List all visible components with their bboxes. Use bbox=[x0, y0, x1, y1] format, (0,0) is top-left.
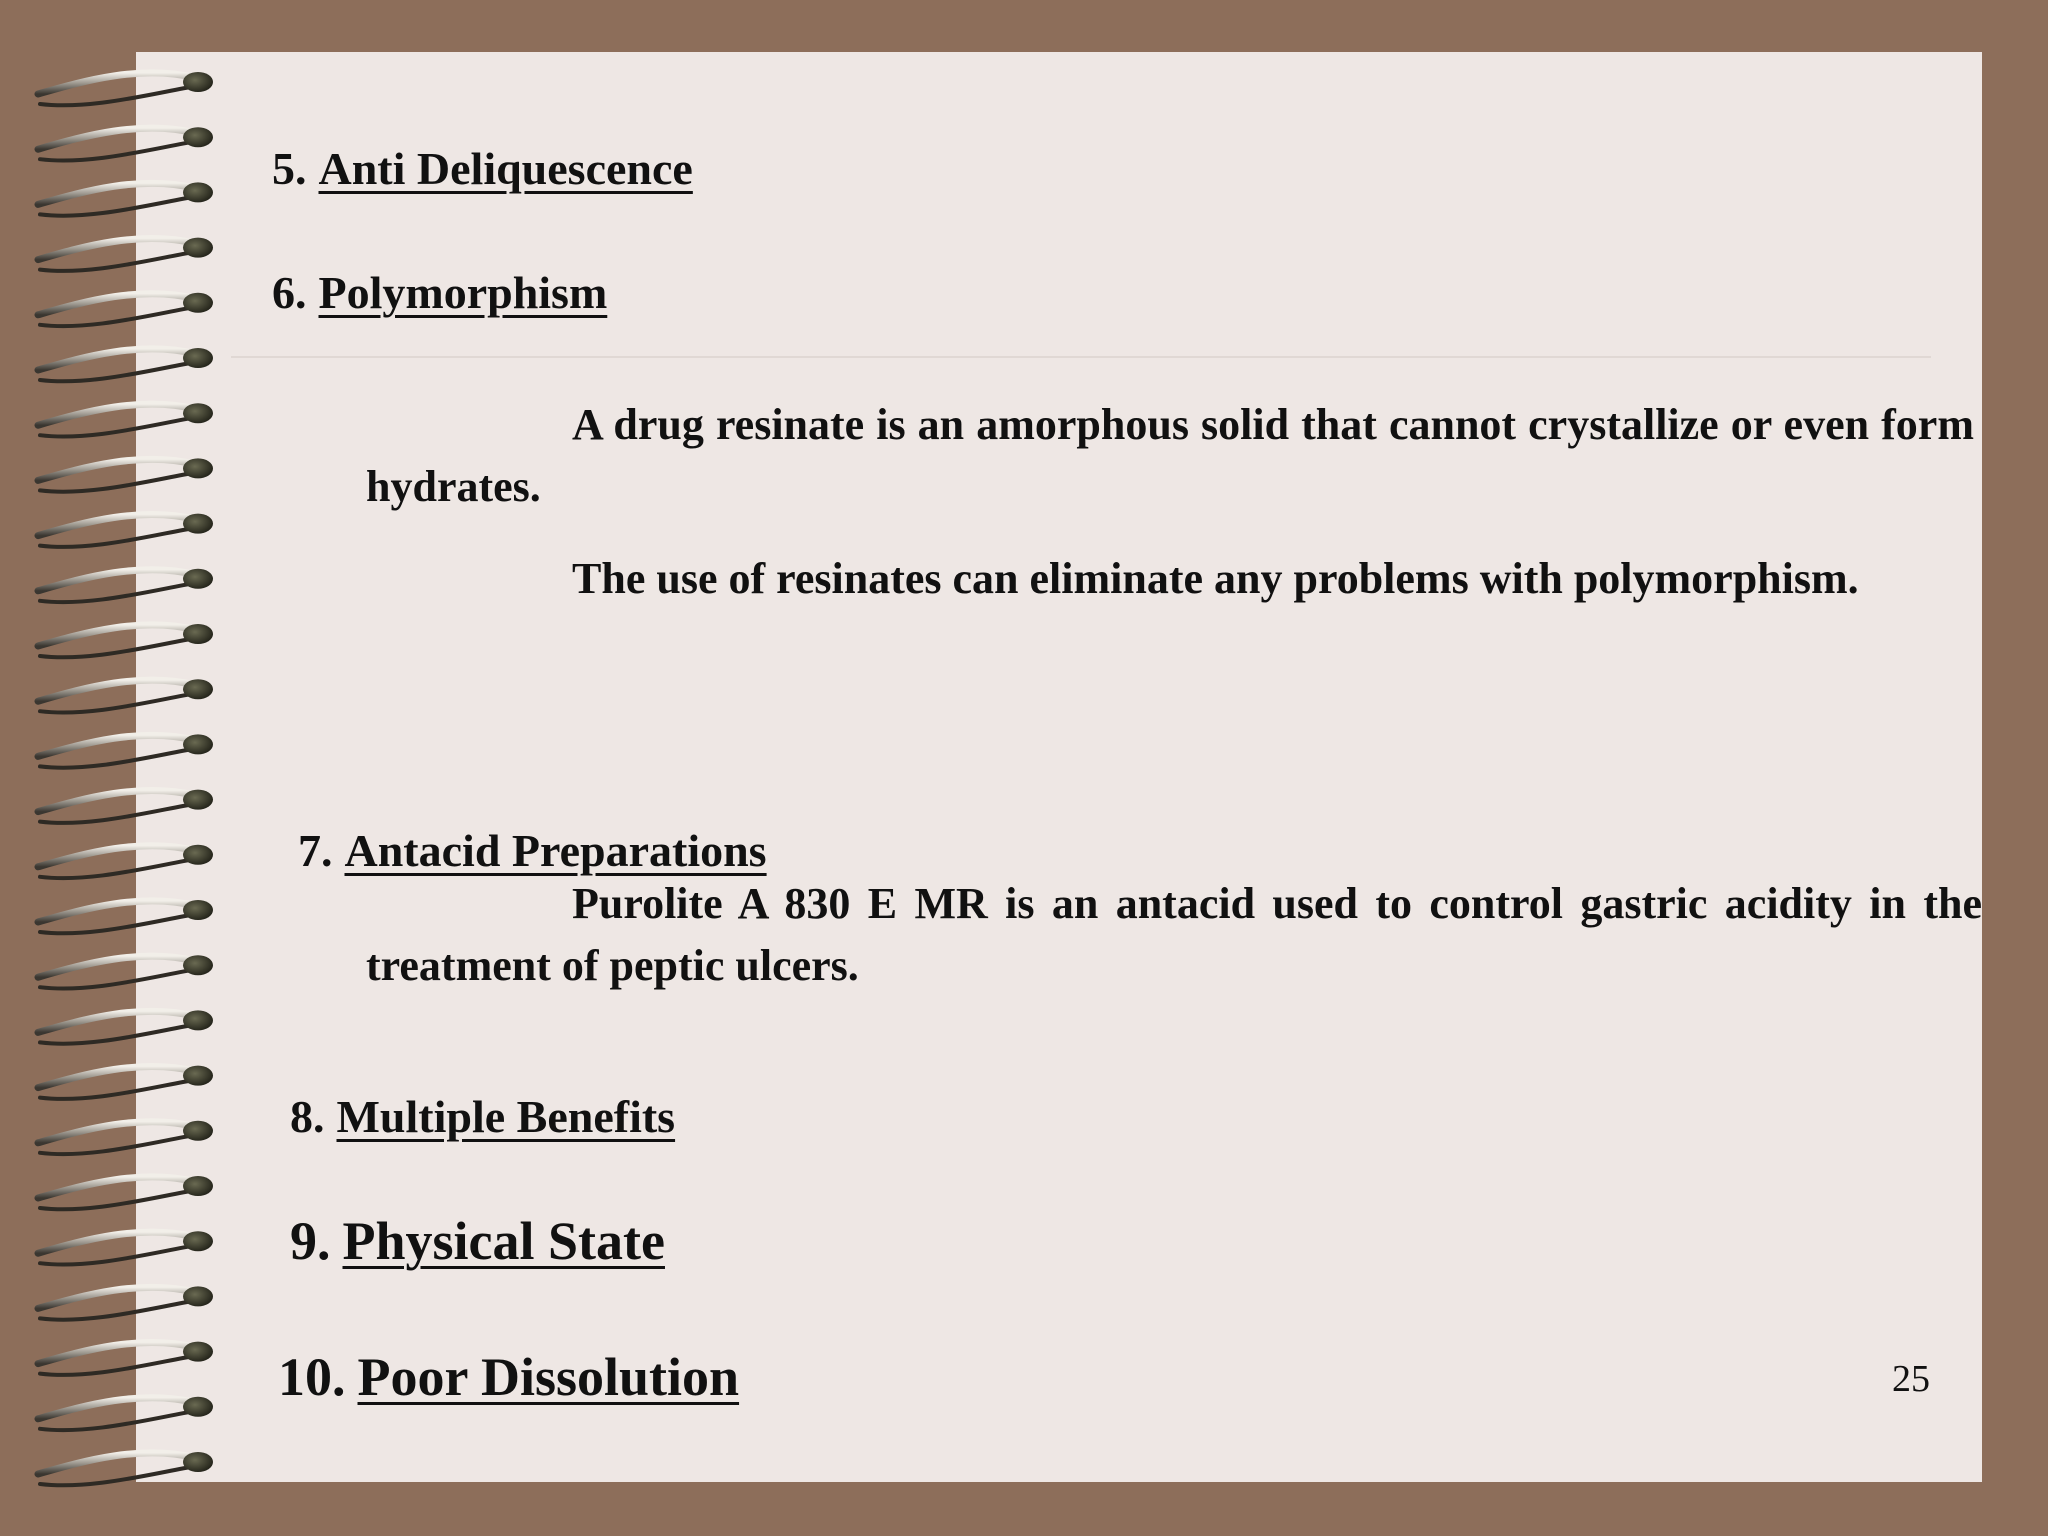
heading-number: 7. bbox=[298, 825, 333, 876]
heading-title: Physical State bbox=[342, 1211, 665, 1271]
binding-coil-icon bbox=[38, 1176, 213, 1209]
heading-multiple-benefits bbox=[290, 1091, 676, 1142]
heading-number: 8. bbox=[290, 1091, 325, 1142]
binding-coil-icon bbox=[38, 790, 213, 823]
paragraph-resinate-polymorphism: The use of resinates can eliminate any problems with polymorphism. bbox=[572, 554, 1859, 603]
binding-coil-icon bbox=[38, 72, 213, 105]
binding-coil-icon bbox=[38, 182, 213, 215]
binding-coil-icon bbox=[38, 569, 213, 602]
binding-coil-icon bbox=[38, 127, 213, 160]
binding-coil-icon bbox=[38, 403, 213, 436]
divider-line bbox=[231, 356, 1931, 358]
heading-number: 9. bbox=[290, 1211, 331, 1271]
binding-coil-icon bbox=[38, 514, 213, 547]
heading-title: Antacid Preparations bbox=[344, 825, 767, 876]
paragraph-drug-resinate: A drug resinate is an amorphous solid that cannot crystallize or even form hydrates. bbox=[366, 400, 1974, 511]
binding-coil-icon bbox=[38, 1286, 213, 1319]
heading-number: 6. bbox=[272, 267, 307, 318]
binding-coil-icon bbox=[38, 1010, 213, 1043]
heading-title: Poor Dissolution bbox=[357, 1347, 740, 1407]
binding-coil-icon bbox=[38, 458, 213, 491]
heading-number: 5. bbox=[272, 143, 307, 194]
binding-coil-icon bbox=[38, 1231, 213, 1264]
binding-coil-icon bbox=[38, 1452, 213, 1485]
binding-coil-icon bbox=[38, 734, 213, 767]
binding-coil-icon bbox=[38, 624, 213, 657]
binding-coil-icon bbox=[38, 900, 213, 933]
heading-number: 10. bbox=[278, 1347, 346, 1407]
binding-coil-icon bbox=[38, 1066, 213, 1099]
heading-antacid-preparations bbox=[298, 825, 767, 876]
heading-title: Multiple Benefits bbox=[336, 1091, 676, 1142]
heading-polymorphism bbox=[272, 267, 608, 318]
heading-physical-state bbox=[290, 1211, 665, 1271]
slide-page bbox=[136, 52, 1982, 1482]
binding-coil-icon bbox=[38, 293, 213, 326]
binding-coil-icon bbox=[38, 955, 213, 988]
heading-poor-dissolution bbox=[278, 1347, 740, 1407]
page-number: 25 bbox=[1892, 1358, 1930, 1400]
binding-coil-icon bbox=[38, 1397, 213, 1430]
binding-coil-icon bbox=[38, 238, 213, 271]
heading-title: Anti Deliquescence bbox=[318, 143, 693, 194]
heading-anti-deliquescence bbox=[272, 143, 693, 194]
binding-coil-icon bbox=[38, 348, 213, 381]
binding-coil-icon bbox=[38, 1342, 213, 1375]
heading-title: Polymorphism bbox=[318, 267, 608, 318]
paragraph-purolite: Purolite A 830 E MR is an antacid used to control gastric acidity in the treatment of peptic ulcers. bbox=[366, 879, 1982, 990]
spiral-binding-icon bbox=[0, 0, 240, 1536]
binding-coil-icon bbox=[38, 845, 213, 878]
binding-coil-icon bbox=[38, 679, 213, 712]
binding-coil-icon bbox=[38, 1121, 213, 1154]
